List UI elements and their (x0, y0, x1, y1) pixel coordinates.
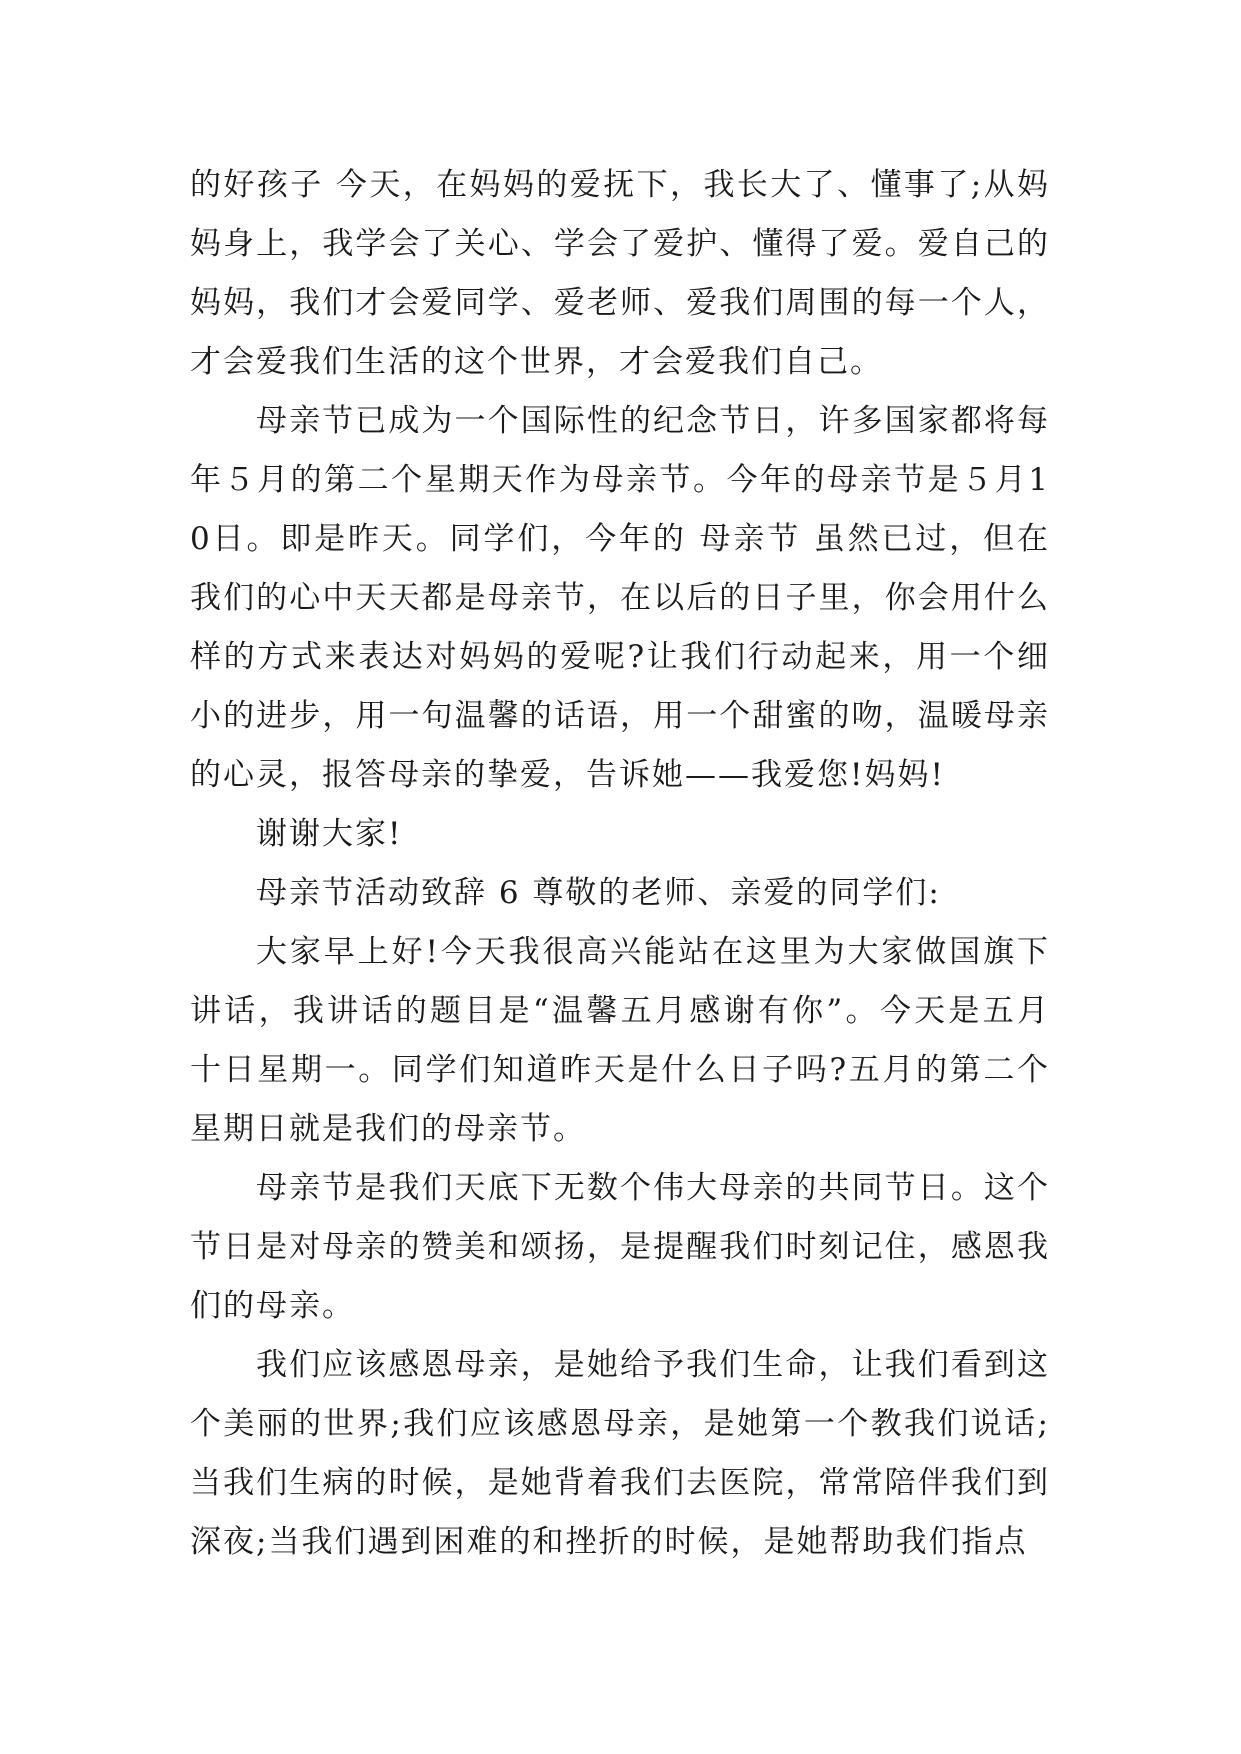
paragraph-greeting: 大家早上好!今天我很高兴能站在这里为大家做国旗下讲话，我讲话的题目是“温馨五月感谢有你”。今天是五月十日星期一。同学们知道昨天是什么日子吗?五月的第二个星期日就是我们的母亲节。 (190, 934, 1050, 1147)
document-body (190, 156, 1050, 1572)
paragraph-speech-heading: 母亲节活动致辞 6 尊敬的老师、亲爱的同学们: (256, 875, 941, 911)
paragraph-gratitude: 我们应该感恩母亲，是她给予我们生命，让我们看到这个美丽的世界;我们应该感恩母亲，是她第一个教我们说话;当我们生病的时候，是她背着我们去医院，常常陪伴我们到深夜;当我们遇到困难的和挫折的时候，是她帮助我们指点 (190, 1347, 1050, 1560)
paragraph-thanks: 谢谢大家! (256, 816, 403, 852)
paragraph-holiday-meaning: 母亲节是我们天底下无数个伟大母亲的共同节日。这个节日是对母亲的赞美和颂扬，是提醒我们时刻记住，感恩我们的母亲。 (190, 1170, 1050, 1324)
paragraph-mothers-day-intro: 母亲节已成为一个国际性的纪念节日，许多国家都将每年５月的第二个星期天作为母亲节。今年的母亲节是５月10日。即是昨天。同学们，今年的 母亲节 虽然已过，但在我们的心中天天都是母亲节，在以后的日子里，你会用什么样的方式来表达对妈妈的爱呢?让我们行动起来，用一个细小的进步，用一句温馨的话语，用一个甜蜜的吻，温暖母亲的心灵，报答母亲的挚爱，告诉她——我爱您!妈妈! (190, 403, 1050, 793)
paragraph-continuation: 的好孩子 今天，在妈妈的爱抚下，我长大了、懂事了;从妈妈身上，我学会了关心、学会了爱护、懂得了爱。爱自己的妈妈，我们才会爱同学、爱老师、爱我们周围的每一个人，才会爱我们生活的这个世界，才会爱我们自己。 (190, 167, 1050, 380)
